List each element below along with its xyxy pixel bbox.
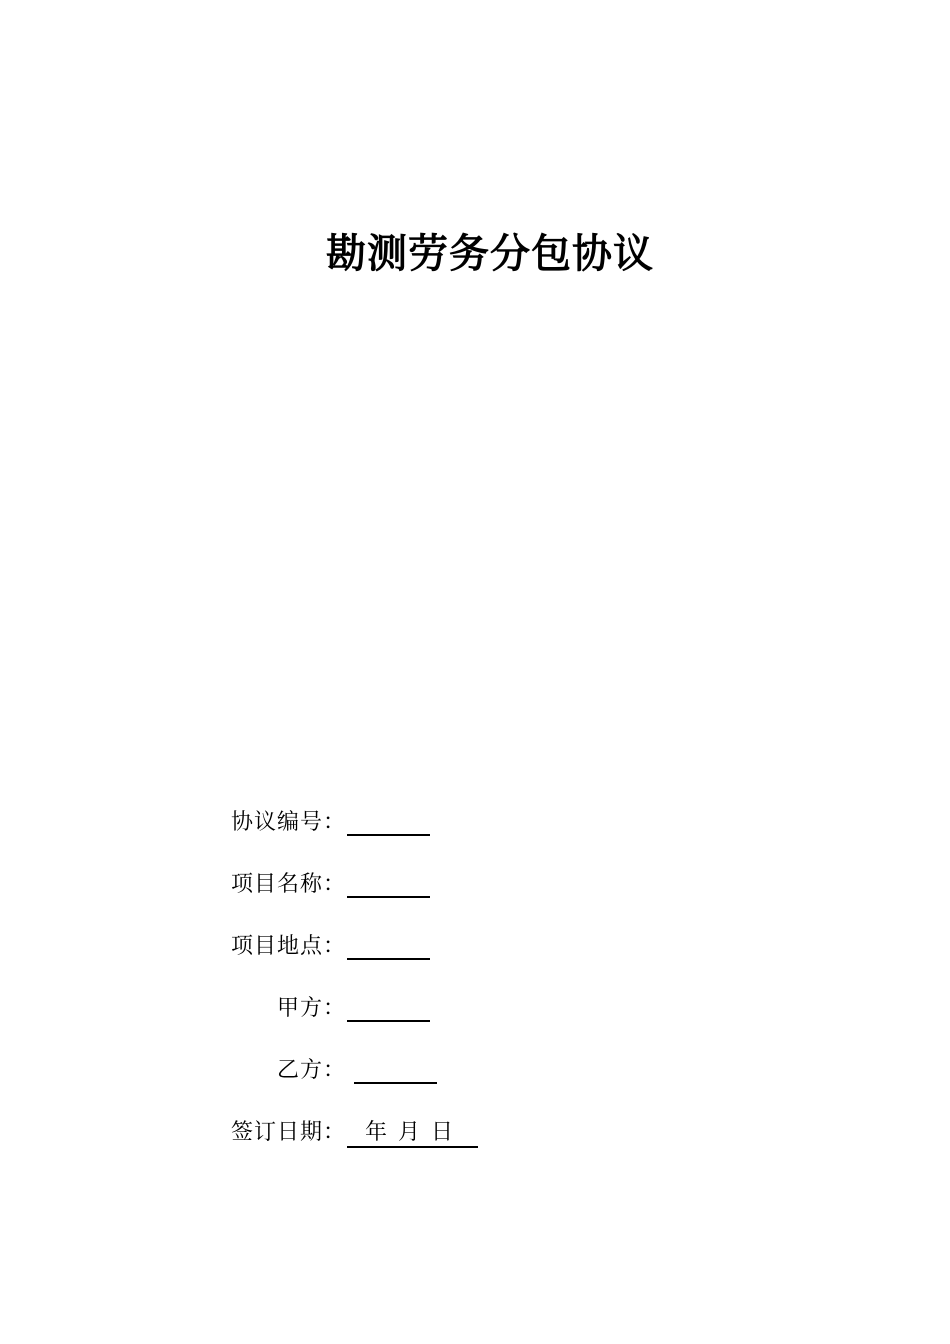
field-blank-signing-date[interactable]: 年 月 日 (347, 1116, 478, 1148)
field-project-location (228, 930, 648, 992)
field-label-project-location: 项目地点： (230, 934, 346, 959)
field-blank-party-b[interactable] (354, 1054, 437, 1084)
field-label-party-b: 乙方： (276, 1058, 346, 1083)
field-label-party-a: 甲方： (276, 996, 346, 1021)
field-agreement-number (228, 806, 648, 868)
field-blank-agreement-number[interactable] (347, 806, 430, 836)
field-blank-project-name[interactable] (347, 868, 430, 898)
field-project-name (228, 868, 648, 930)
field-party-b (228, 1054, 648, 1116)
field-label-signing-date: 签订日期： (230, 1120, 346, 1145)
field-blank-party-a[interactable] (347, 992, 430, 1022)
field-label-project-name: 项目名称： (230, 872, 346, 897)
document-title: 勘测劳务分包协议 (326, 230, 654, 277)
agreement-info-fields (228, 806, 648, 1178)
field-blank-project-location[interactable] (347, 930, 430, 960)
field-signing-date (228, 1116, 648, 1178)
field-label-agreement-number: 协议编号： (230, 810, 346, 835)
field-party-a (228, 992, 648, 1054)
